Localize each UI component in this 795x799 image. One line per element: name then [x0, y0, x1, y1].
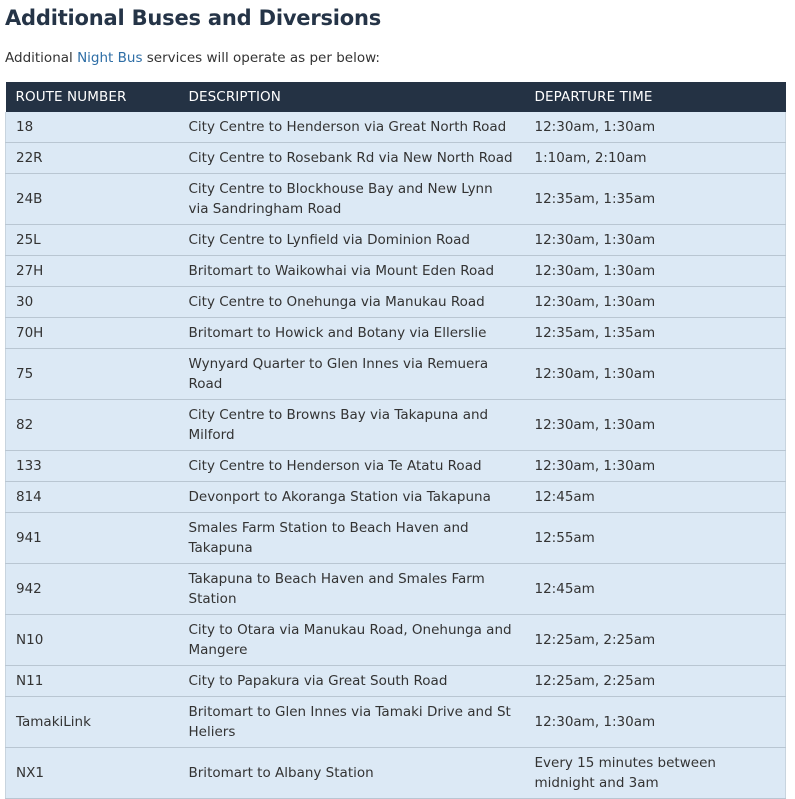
route-number-cell: 24B	[6, 174, 179, 225]
route-number-cell: 133	[6, 451, 179, 482]
route-number-cell: 75	[6, 349, 179, 400]
departure-time-cell: 12:25am, 2:25am	[525, 666, 786, 697]
routes-table	[5, 82, 786, 799]
page-title: Additional Buses and Diversions	[5, 6, 382, 30]
table-row	[6, 513, 786, 564]
table-row	[6, 287, 786, 318]
table-header	[6, 82, 786, 112]
table-row	[6, 256, 786, 287]
description-cell: City Centre to Browns Bay via Takapuna and Milford	[179, 400, 525, 451]
departure-time-cell: 12:35am, 1:35am	[525, 174, 786, 225]
departure-time-cell: 12:30am, 1:30am	[525, 112, 786, 143]
description-cell: Britomart to Glen Innes via Tamaki Drive and St Heliers	[179, 697, 525, 748]
description-cell: Britomart to Waikowhai via Mount Eden Road	[179, 256, 525, 287]
description-cell: Takapuna to Beach Haven and Smales Farm Station	[179, 564, 525, 615]
intro-text	[5, 48, 785, 68]
description-cell: Devonport to Akoranga Station via Takapuna	[179, 482, 525, 513]
description-cell: City Centre to Henderson via Te Atatu Road	[179, 451, 525, 482]
intro-after: services will operate as per below:	[142, 50, 380, 66]
table-row	[6, 174, 786, 225]
table-row	[6, 666, 786, 697]
table-row	[6, 400, 786, 451]
departure-time-cell: 12:35am, 1:35am	[525, 318, 786, 349]
departure-time-cell: Every 15 minutes between midnight and 3am	[525, 748, 786, 799]
route-number-cell: 25L	[6, 225, 179, 256]
description-cell: City Centre to Lynfield via Dominion Road	[179, 225, 525, 256]
table-row	[6, 482, 786, 513]
table-row	[6, 615, 786, 666]
route-number-cell: 22R	[6, 143, 179, 174]
table-header-row	[6, 82, 786, 112]
route-number-cell: N11	[6, 666, 179, 697]
departure-time-cell: 12:55am	[525, 513, 786, 564]
table-row	[6, 318, 786, 349]
night-bus-link[interactable]: Night Bus	[77, 50, 143, 66]
table-row	[6, 112, 786, 143]
table-row	[6, 564, 786, 615]
route-number-cell: N10	[6, 615, 179, 666]
column-header-description: DESCRIPTION	[188, 89, 281, 105]
departure-time-cell: 1:10am, 2:10am	[525, 143, 786, 174]
description-cell: Britomart to Howick and Botany via Ellerslie	[179, 318, 525, 349]
table-row	[6, 349, 786, 400]
column-header-departure-time: DEPARTURE TIME	[534, 89, 653, 105]
departure-time-cell: 12:45am	[525, 482, 786, 513]
route-number-cell: 941	[6, 513, 179, 564]
description-cell: City Centre to Blockhouse Bay and New Lynn via Sandringham Road	[179, 174, 525, 225]
route-number-cell: TamakiLink	[6, 697, 179, 748]
route-number-cell: 82	[6, 400, 179, 451]
departure-time-cell: 12:30am, 1:30am	[525, 349, 786, 400]
route-number-cell: 942	[6, 564, 179, 615]
departure-time-cell: 12:30am, 1:30am	[525, 697, 786, 748]
description-cell: City to Otara via Manukau Road, Onehunga and Mangere	[179, 615, 525, 666]
departure-time-cell: 12:30am, 1:30am	[525, 287, 786, 318]
route-number-cell: 814	[6, 482, 179, 513]
description-cell: City Centre to Rosebank Rd via New North Road	[179, 143, 525, 174]
table-row	[6, 225, 786, 256]
intro-before: Additional	[5, 50, 78, 66]
description-cell: Britomart to Albany Station	[179, 748, 525, 799]
description-cell: City Centre to Onehunga via Manukau Road	[179, 287, 525, 318]
departure-time-cell: 12:30am, 1:30am	[525, 400, 786, 451]
route-number-cell: NX1	[6, 748, 179, 799]
column-header-route-number: ROUTE NUMBER	[15, 89, 127, 105]
departure-time-cell: 12:45am	[525, 564, 786, 615]
departure-time-cell: 12:30am, 1:30am	[525, 451, 786, 482]
table-body	[6, 112, 786, 799]
table-row	[6, 451, 786, 482]
departure-time-cell: 12:30am, 1:30am	[525, 225, 786, 256]
route-number-cell: 27H	[6, 256, 179, 287]
description-cell: Wynyard Quarter to Glen Innes via Remuera Road	[179, 349, 525, 400]
description-cell: City to Papakura via Great South Road	[179, 666, 525, 697]
route-number-cell: 18	[6, 112, 179, 143]
route-number-cell: 70H	[6, 318, 179, 349]
table-row	[6, 697, 786, 748]
departure-time-cell: 12:30am, 1:30am	[525, 256, 786, 287]
description-cell: City Centre to Henderson via Great North Road	[179, 112, 525, 143]
departure-time-cell: 12:25am, 2:25am	[525, 615, 786, 666]
table-row	[6, 143, 786, 174]
table-row	[6, 748, 786, 799]
description-cell: Smales Farm Station to Beach Haven and Takapuna	[179, 513, 525, 564]
route-number-cell: 30	[6, 287, 179, 318]
